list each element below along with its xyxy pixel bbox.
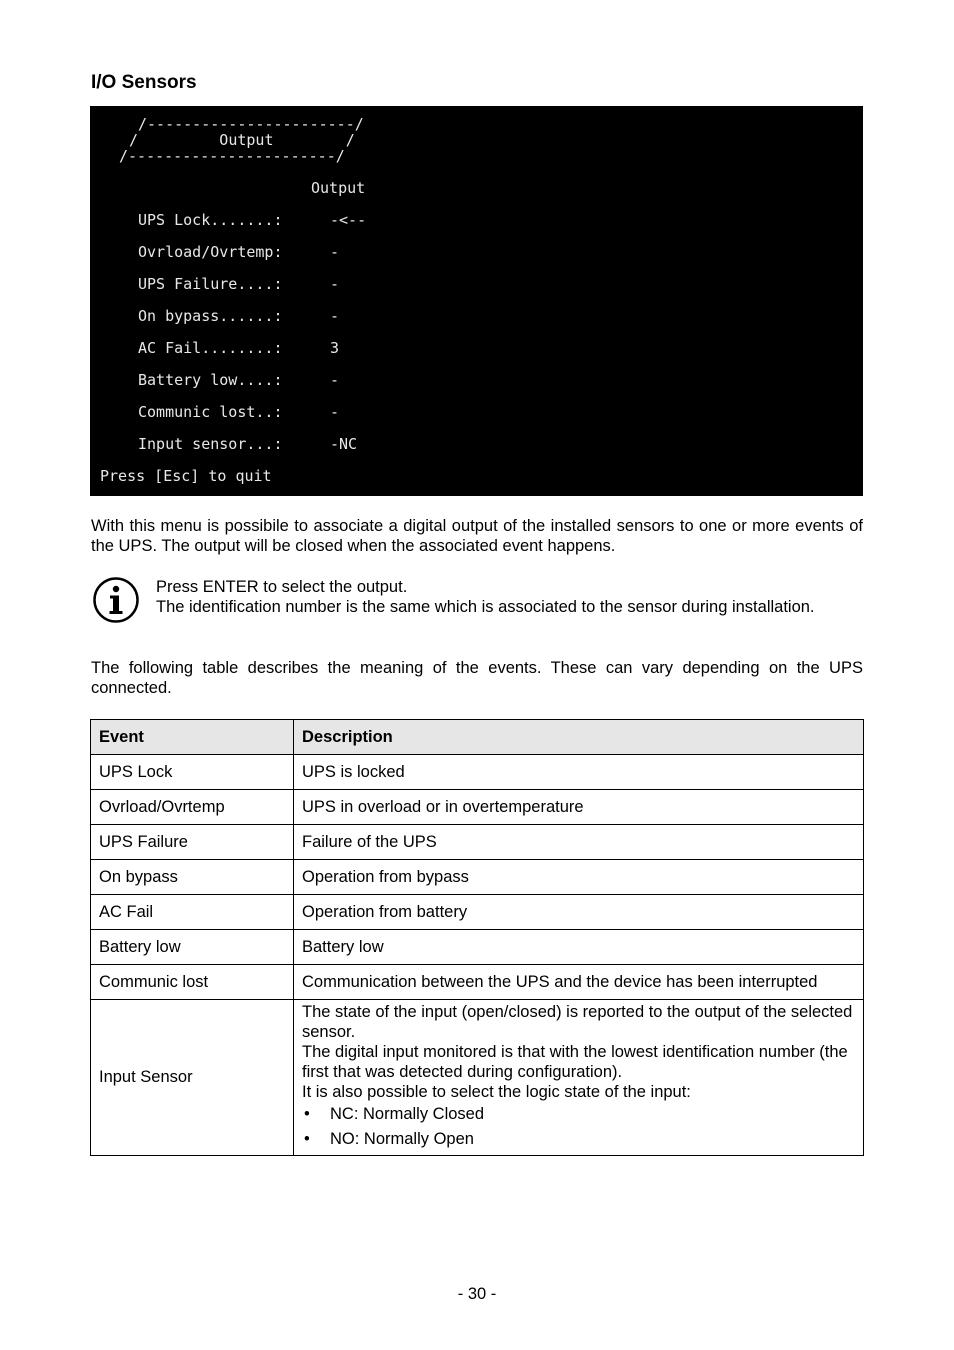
section-heading: I/O Sensors bbox=[91, 72, 197, 93]
list-item bbox=[302, 1127, 855, 1152]
description-line: It is also possible to select the logic state of the input: bbox=[302, 1083, 691, 1101]
bullet-icon: • bbox=[304, 1130, 310, 1148]
table-row bbox=[91, 790, 864, 825]
table-row-input-sensor bbox=[91, 1000, 864, 1156]
description-cell: Communication between the UPS and the device has been interrupted bbox=[294, 965, 864, 1000]
info-icon bbox=[93, 577, 139, 623]
terminal-row-value[interactable]: - bbox=[330, 243, 340, 261]
description-cell: UPS in overload or in overtemperature bbox=[294, 790, 864, 825]
terminal-row-label: On bypass......: bbox=[138, 307, 283, 325]
terminal-screen bbox=[90, 106, 863, 496]
description-cell: UPS is locked bbox=[294, 755, 864, 790]
terminal-row-label: Ovrload/Ovrtemp: bbox=[138, 243, 283, 261]
terminal-row-value[interactable]: - bbox=[330, 403, 340, 421]
bullet-icon: • bbox=[304, 1105, 310, 1123]
event-cell: UPS Lock bbox=[91, 755, 294, 790]
list-item bbox=[302, 1102, 855, 1127]
description-line: The state of the input (open/closed) is reported to the output of the selected sensor. bbox=[302, 1003, 853, 1041]
table-row bbox=[91, 825, 864, 860]
table-header-row bbox=[91, 720, 864, 755]
event-cell: UPS Failure bbox=[91, 825, 294, 860]
terminal-row-label: Input sensor...: bbox=[138, 435, 283, 453]
terminal-row-label: UPS Failure....: bbox=[138, 275, 283, 293]
description-cell: Operation from battery bbox=[294, 895, 864, 930]
terminal-frame-top: /-----------------------/ bbox=[138, 115, 364, 133]
terminal-quit-hint: Press [Esc] to quit bbox=[100, 467, 272, 485]
description-cell: Failure of the UPS bbox=[294, 825, 864, 860]
events-table bbox=[90, 719, 864, 1156]
terminal-row-value[interactable]: - bbox=[330, 371, 340, 389]
page-number: - 30 - bbox=[457, 1285, 497, 1303]
note-line-1: Press ENTER to select the output. bbox=[156, 578, 408, 596]
description-cell: Battery low bbox=[294, 930, 864, 965]
column-header-description: Description bbox=[294, 720, 864, 755]
terminal-row-value[interactable]: - bbox=[330, 307, 340, 325]
table-intro-paragraph: The following table describes the meaning of the events. These can vary depending on the UPS connected. bbox=[91, 659, 863, 697]
terminal-row-value[interactable]: - bbox=[330, 275, 340, 293]
note-line-2: The identification number is the same which is associated to the sensor during installation. bbox=[156, 598, 815, 616]
description-cell: Operation from bypass bbox=[294, 860, 864, 895]
terminal-row-value[interactable]: -NC bbox=[330, 435, 358, 453]
description-cell bbox=[294, 1000, 864, 1156]
terminal-row-value[interactable]: -<-- bbox=[330, 211, 367, 229]
event-cell: Ovrload/Ovrtemp bbox=[91, 790, 294, 825]
intro-paragraph: With this menu is possibile to associate a digital output of the installed sensors to one or more events of the UPS. The output will be closed when the associated event happens. bbox=[91, 517, 863, 555]
event-cell: Input Sensor bbox=[91, 1000, 294, 1156]
terminal-row-label: Communic lost..: bbox=[138, 403, 283, 421]
terminal-row-label: Battery low....: bbox=[138, 371, 283, 389]
terminal-row-value[interactable]: 3 bbox=[330, 339, 340, 357]
table-row bbox=[91, 930, 864, 965]
table-row bbox=[91, 895, 864, 930]
column-header-event: Event bbox=[91, 720, 294, 755]
table-row bbox=[91, 860, 864, 895]
event-cell: Battery low bbox=[91, 930, 294, 965]
terminal-row-label: AC Fail........: bbox=[138, 339, 283, 357]
event-cell: Communic lost bbox=[91, 965, 294, 1000]
terminal-row-label: UPS Lock.......: bbox=[138, 211, 283, 229]
terminal-column-header: Output bbox=[311, 179, 366, 197]
list-item-text: NC: Normally Closed bbox=[330, 1105, 485, 1123]
terminal-frame-title: / Output / bbox=[129, 131, 355, 149]
list-item-text: NO: Normally Open bbox=[330, 1130, 474, 1148]
event-cell: On bypass bbox=[91, 860, 294, 895]
event-cell: AC Fail bbox=[91, 895, 294, 930]
table-row bbox=[91, 965, 864, 1000]
description-line: The digital input monitored is that with the lowest identification number (the first that was detected during configuration). bbox=[302, 1043, 848, 1081]
table-row bbox=[91, 755, 864, 790]
terminal-frame-bottom: /-----------------------/ bbox=[119, 147, 345, 165]
